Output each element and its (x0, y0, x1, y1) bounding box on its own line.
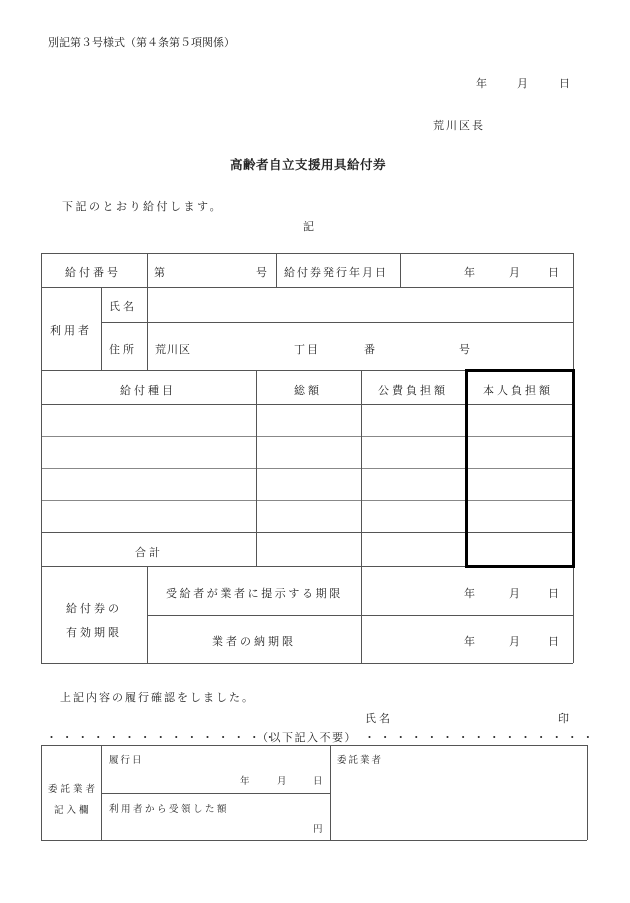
name-field[interactable] (148, 288, 572, 321)
validity-label-line1: 給付券の (66, 602, 122, 615)
issue-date-label: 給付券発行年月日 (284, 266, 388, 279)
item-row-1-public[interactable] (362, 405, 465, 435)
total-self-field[interactable] (468, 533, 571, 565)
contractor-table-border-right (587, 745, 588, 840)
delivery-month-label: 月 (509, 635, 520, 648)
table-border-bottom (41, 663, 573, 664)
validity-label-line2: 有効期限 (66, 626, 122, 639)
total-label: 合計 (135, 546, 163, 559)
user-label: 利用者 (50, 324, 92, 337)
amount-received-label: 利用者から受領した額 (109, 804, 230, 815)
contractor-label: 委託業者 (337, 755, 384, 766)
contractor-table-border-top (41, 745, 587, 746)
issue-day-label: 日 (548, 266, 559, 279)
item-row-2-self[interactable] (468, 437, 571, 467)
present-day-label: 日 (548, 587, 559, 600)
item-row-2-total[interactable] (257, 437, 360, 467)
issue-month-label: 月 (509, 266, 520, 279)
item-row-1-total[interactable] (257, 405, 360, 435)
item-row-3-total[interactable] (257, 469, 360, 499)
date-year-label: 年 (476, 77, 487, 90)
total-public-field[interactable] (362, 533, 465, 565)
performance-date-label: 履行日 (109, 755, 144, 766)
seal-label: 印 (558, 712, 569, 725)
payment-number-label: 給付番号 (65, 266, 121, 279)
signer-name-field[interactable] (392, 706, 552, 726)
delivery-deadline-label: 業者の納期限 (212, 635, 296, 648)
item-row-4-self[interactable] (468, 501, 571, 531)
issue-date-field[interactable] (401, 254, 572, 286)
total-amount-field[interactable] (257, 533, 360, 565)
item-row-4-total[interactable] (257, 501, 360, 531)
table-line (276, 253, 277, 287)
delivery-day-label: 日 (548, 635, 559, 648)
address-label: 住所 (109, 343, 137, 356)
contractor-field[interactable] (331, 764, 586, 839)
item-row-4-public[interactable] (362, 501, 465, 531)
item-row-2-name[interactable] (42, 437, 255, 467)
present-month-label: 月 (509, 587, 520, 600)
present-year-label: 年 (464, 587, 475, 600)
item-row-3-public[interactable] (362, 469, 465, 499)
item-row-1-name[interactable] (42, 405, 255, 435)
signer-name-label: 氏名 (365, 712, 393, 725)
divider-label: （以下記入不要） (257, 731, 357, 744)
table-line (147, 566, 148, 663)
contractor-section-label-1: 委託業者 (48, 784, 99, 795)
delivery-year-label: 年 (464, 635, 475, 648)
name-label: 氏名 (109, 300, 137, 313)
divider-dots-left: ・・・・・・・・・・・・・・・ (46, 731, 280, 744)
column-header-self: 本人負担額 (483, 384, 553, 397)
address-ward: 荒川区 (155, 343, 191, 356)
document-title: 高齢者自立支援用具給付券 (230, 157, 387, 172)
issuer: 荒川区長 (433, 119, 485, 132)
ki-label: 記 (303, 220, 314, 233)
address-go: 号 (459, 343, 470, 356)
go-label: 号 (256, 266, 267, 279)
contractor-table-line (101, 793, 330, 794)
item-row-3-self[interactable] (468, 469, 571, 499)
performance-year-label: 年 (240, 776, 250, 787)
table-line (101, 287, 102, 370)
performance-date-field[interactable] (102, 764, 329, 792)
amount-received-field[interactable] (102, 814, 329, 839)
contractor-section-label-2: 記入欄 (54, 805, 92, 816)
confirmation-text: 上記内容の履行確認をしました。 (60, 691, 255, 704)
yen-label: 円 (313, 824, 323, 835)
column-header-total: 総額 (294, 384, 322, 397)
item-row-3-name[interactable] (42, 469, 255, 499)
date-month-label: 月 (517, 77, 528, 90)
contractor-table-border-bottom (41, 840, 587, 841)
performance-day-label: 日 (313, 776, 323, 787)
performance-month-label: 月 (277, 776, 287, 787)
dai-label: 第 (154, 266, 165, 279)
column-header-item: 給付種目 (120, 384, 176, 397)
form-reference: 別記第３号様式（第４条第５項関係） (48, 36, 235, 49)
column-header-public: 公費負担額 (378, 384, 448, 397)
intro-text: 下記のとおり給付します。 (62, 200, 224, 213)
item-row-2-public[interactable] (362, 437, 465, 467)
issue-year-label: 年 (464, 266, 475, 279)
address-ban: 番 (364, 343, 375, 356)
address-chome: 丁目 (294, 343, 320, 356)
address-field[interactable] (148, 323, 572, 369)
present-deadline-label: 受給者が業者に提示する期限 (166, 587, 343, 600)
item-row-1-self[interactable] (468, 405, 571, 435)
contractor-table-border-left (41, 745, 42, 840)
date-day-label: 日 (559, 77, 570, 90)
divider-dots-right: ・・・・・・・・・・・・・・・ (364, 731, 598, 744)
item-row-4-name[interactable] (42, 501, 255, 531)
